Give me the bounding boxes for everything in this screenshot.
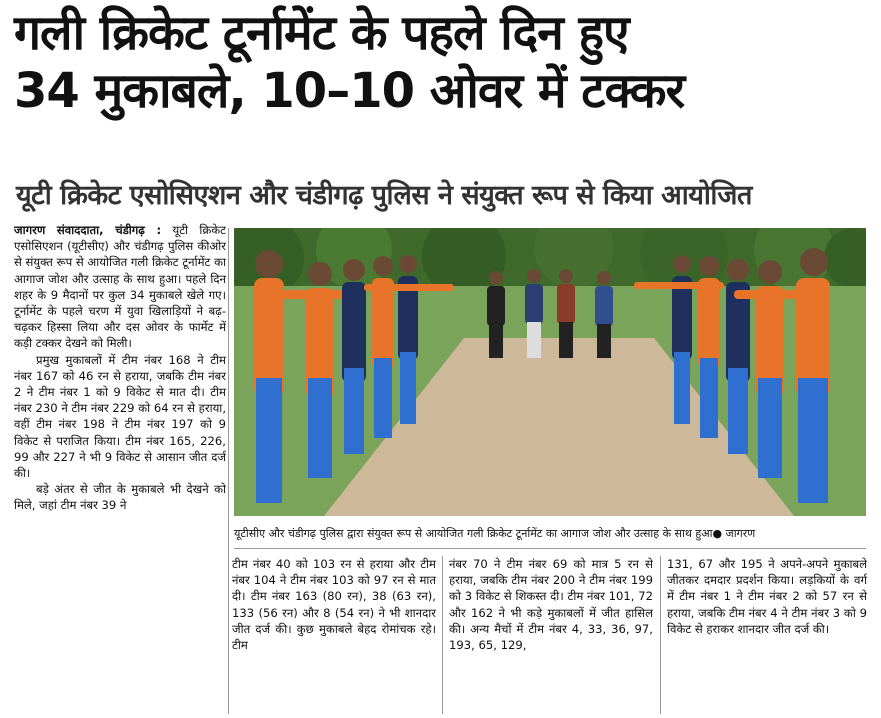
article-column-3 <box>449 556 653 714</box>
column-4-text: 131, 67 और 195 ने अपने-अपने मुकाबले जीतकर दमदार प्रदर्शन किया। लड़कियों के वर्ग में टीम नंबर 1 ने टीम नंबर 2 को 57 रन से हराया, जबकि टीम नंबर 4 ने टीम नंबर 3 को 9 विकेट से हराकर शानदार जीत दर्ज की। <box>667 557 867 636</box>
column-divider <box>660 556 661 714</box>
column-divider <box>228 228 229 714</box>
byline: जागरण संवाददाता, चंडीगढ़ : <box>14 223 162 237</box>
article-column-1 <box>14 222 226 714</box>
article-paragraph-1 <box>14 222 226 352</box>
photo-caption: यूटीसीए और चंडीगढ़ पुलिस द्वारा संयुक्त रूप से आयोजित गली क्रिकेट टूर्नामेंट का आगाज जोश और उत्साह के साथ हुआ● जागरण <box>234 527 756 540</box>
column-divider <box>442 556 443 714</box>
article-column-4 <box>667 556 867 714</box>
headline-line-1: गली क्रिकेट टूर्नामेंट के पहले दिन हुए <box>14 5 629 61</box>
news-photo <box>234 228 866 516</box>
headline <box>14 4 874 120</box>
subheadline: यूटी क्रिकेट एसोसिएशन और चंडीगढ़ पुलिस ने संयुक्त रूप से किया आयोजित <box>16 180 752 211</box>
headline-line-2: 34 मुकाबले, 10–10 ओवर में टक्कर <box>14 63 685 119</box>
article-column-2 <box>232 556 436 714</box>
column-2-text: टीम नंबर 40 को 103 रन से हराया और टीम नंबर 104 ने टीम नंबर 103 को 97 रन से मात दी। टीम नंबर 163 (80 रन), 38 (63 रन), 133 (56 रन) और 8 (54 रन) ने भी शानदार जीत दर्ज की। कुछ मुकाबले बेहद रोमांचक रहे। टीम <box>232 557 436 653</box>
paragraph-1-text: यूटी क्रिकेट एसोसिएशन (यूटीसीए) और चंडीगढ़ पुलिस कीओर से संयुक्त रूप से आयोजित गली क्रिकेट टूर्नामेंट का आगाज जोश और उत्साह के साथ हुआ। पहले दिन शहर के 9 मैदानों पर कुल 34 मुकाबले खेले गए। टूर्नामेंट के पहले चरण में युवा खिलाड़ियों ने बढ़-चढ़कर हिस्सा लिया और दस ओवर के फार्मेट में कड़ी टक्कर देखने को मिली। <box>14 223 226 351</box>
article-paragraph-3: बड़े अंतर से जीत के मुकाबले भी देखने को मिले, जहां टीम नंबर 39 ने <box>14 482 226 513</box>
article-paragraph-2: प्रमुख मुकाबलों में टीम नंबर 168 ने टीम नंबर 167 को 46 रन से हराया, जबकि टीम नंबर 2 ने टीम नंबर 1 को 9 विकेट से मात दी। टीम नंबर 230 ने टीम नंबर 229 को 64 रन से हराया, वहीं टीम नंबर 198 ने टीम नंबर 197 को 9 विकेट से पराजित किया। टीम नंबर 165, 226, 99 और 227 ने भी 9 विकेट से आसान जीत दर्ज की। <box>14 352 226 481</box>
column-3-text: नंबर 70 ने टीम नंबर 69 को मात्र 5 रन से हराया, जबकि टीम नंबर 200 ने टीम नंबर 199 को 3 विकेट से शिकस्त दी। टीम नंबर 101, 72 और 162 ने भी कड़े मुकाबलों में जीत हासिल की। अन्य मैचों में टीम नंबर 4, 33, 36, 97, 193, 65, 129, <box>449 557 653 653</box>
caption-divider <box>234 548 866 549</box>
cricket-teams-photo-illustration <box>234 228 866 516</box>
